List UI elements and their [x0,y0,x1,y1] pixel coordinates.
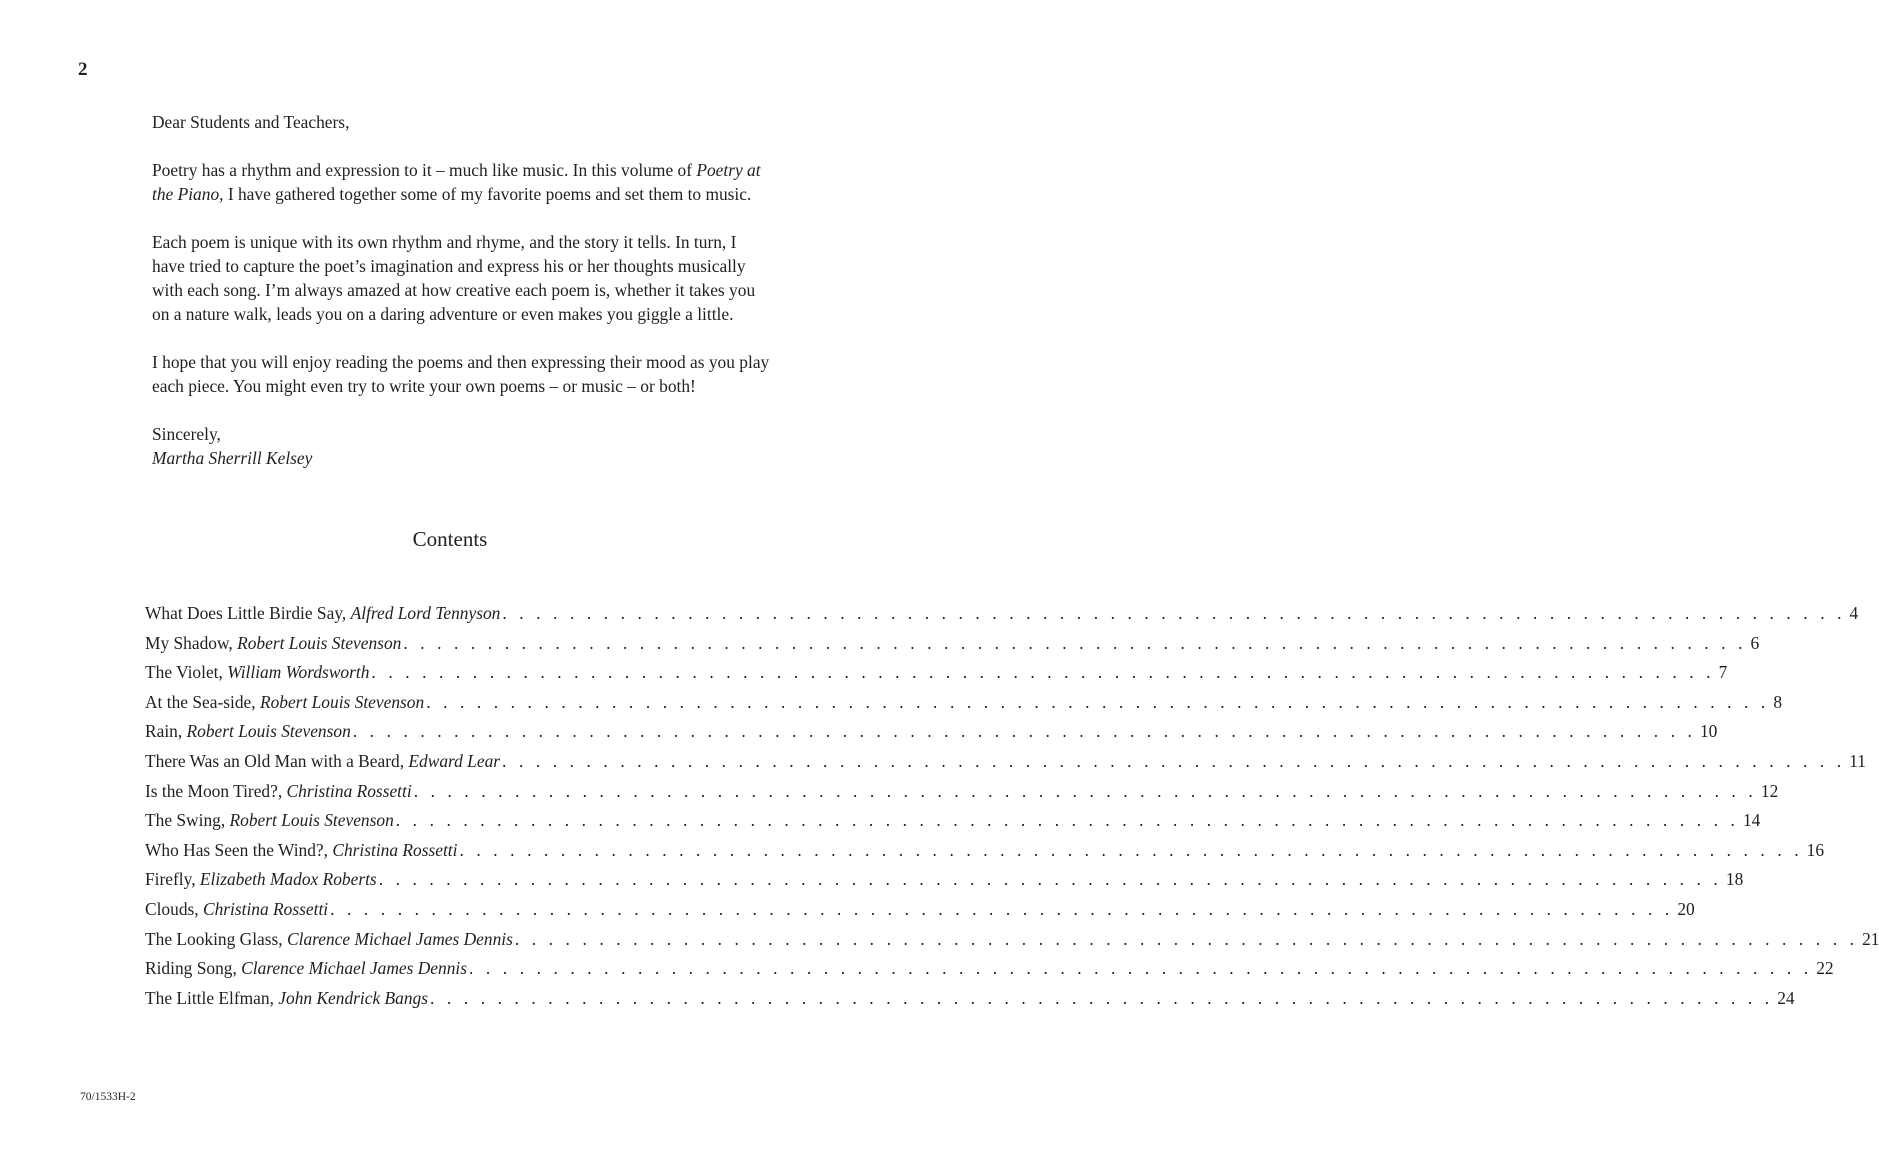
poem-page-number: 4 [1849,603,1859,623]
contents-heading: Contents [412,527,488,551]
poem-title: What Does Little Birdie Say, [145,603,351,623]
dot-leader: . . . . . . . . . . . . . . . . . . . . . . . . . . . . . . . . . . . . . . . . . . . . . . . . . . . . . . . . . . . . . . . . . . . . . . . . . . . . . . . . [430,987,1774,1008]
contents-entry-text [145,600,502,626]
dot-leader: . . . . . . . . . . . . . . . . . . . . . . . . . . . . . . . . . . . . . . . . . . . . . . . . . . . . . . . . . . . . . . . . . . . . . . . . . . . . . . . . [403,632,1747,653]
poem-page-number: 6 [1750,632,1760,653]
contents-entry-text [145,659,371,685]
poem-author: Christina Rossetti [202,898,329,919]
poem-page-number: 22 [1816,958,1834,979]
poem-author: Edward Lear [408,750,501,771]
dot-leader: . . . . . . . . . . . . . . . . . . . . . . . . . . . . . . . . . . . . . . . . . . . . . . . . . . . . . . . . . . . . . . . . . . . . . . . . . . . . . . . . [371,662,1715,683]
poem-author: Alfred Lord Tennyson [350,603,501,623]
contents-entry [145,600,1859,630]
poem-author: Elizabeth Madox Roberts [199,869,377,890]
contents-entry-text [145,896,330,922]
dot-leader: . . . . . . . . . . . . . . . . . . . . . . . . . . . . . . . . . . . . . . . . . . . . . . . . . . . . . . . . . . . . . . . . . . . . . . . . . . . . . . . . [395,810,1739,831]
poem-author: Clarence Michael James Dennis [287,928,513,949]
contents-entry-text [145,689,426,715]
poem-page-number: 24 [1777,987,1795,1008]
poem-author: Christina Rossetti [332,839,458,860]
poem-page-number: 14 [1742,810,1761,831]
letter-closing: Sincerely, [152,424,221,444]
poem-title: My Shadow, [145,632,238,653]
poem-author: Christina Rossetti [286,780,412,801]
poem-page-number: 12 [1760,780,1779,801]
poem-title: The Swing, [145,810,230,831]
contents-entry [145,718,1718,748]
letter-p1-end: I have gathered together some of my favorite poems and set them to music. [223,184,752,204]
contents-entry-text [145,955,469,981]
poem-author: John Kendrick Bangs [278,987,429,1008]
letter [152,110,772,470]
contents-entry [145,659,1728,689]
contents-entry-text [145,926,515,952]
contents-entry [145,837,1825,867]
contents-entry-text [145,778,414,804]
poem-author: Robert Louis Stevenson [186,721,351,742]
contents-entry-text [145,985,430,1011]
letter-paragraph-1 [152,158,772,206]
catalog-code: 70/1533H-2 [80,1091,136,1103]
dot-leader: . . . . . . . . . . . . . . . . . . . . . . . . . . . . . . . . . . . . . . . . . . . . . . . . . . . . . . . . . . . . . . . . . . . . . . . . . . . . . . . . [502,750,1846,771]
dot-leader: . . . . . . . . . . . . . . . . . . . . . . . . . . . . . . . . . . . . . . . . . . . . . . . . . . . . . . . . . . . . . . . . . . . . . . . . . . . . . . . . [352,721,1696,742]
dot-leader: . . . . . . . . . . . . . . . . . . . . . . . . . . . . . . . . . . . . . . . . . . . . . . . . . . . . . . . . . . . . . . . . . . . . . . . . . . . . . . . . [378,869,1722,890]
poem-page-number: 16 [1806,839,1825,860]
contents-entry [145,866,1744,896]
contents-entry [145,955,1834,985]
signature-name: Martha Sherrill Kelsey [152,448,313,468]
dot-leader: . . . . . . . . . . . . . . . . . . . . . . . . . . . . . . . . . . . . . . . . . . . . . . . . . . . . . . . . . . . . . . . . . . . . . . . . . . . . . . . . [413,780,1757,801]
dot-leader: . . . . . . . . . . . . . . . . . . . . . . . . . . . . . . . . . . . . . . . . . . . . . . . . . . . . . . . . . . . . . . . . . . . . . . . . . . . . . . . . [502,603,1846,623]
poem-title: The Little Elfman, [145,987,279,1008]
letter-signature [152,446,772,470]
contents-list [145,600,1879,1014]
contents-entry [145,689,1783,719]
contents-entry [145,630,1760,660]
dot-leader: . . . . . . . . . . . . . . . . . . . . . . . . . . . . . . . . . . . . . . . . . . . . . . . . . . . . . . . . . . . . . . . . . . . . . . . . . . . . . . . . [330,898,1674,919]
poem-title: Riding Song, [145,958,242,979]
book-title: Poetry at the Piano, [152,160,761,204]
contents-entry-text [145,748,502,774]
dot-leader: . . . . . . . . . . . . . . . . . . . . . . . . . . . . . . . . . . . . . . . . . . . . . . . . . . . . . . . . . . . . . . . . . . . . . . . . . . . . . . . . [426,691,1770,712]
poem-author: Robert Louis Stevenson [237,632,402,653]
poem-page-number: 20 [1677,898,1695,919]
poem-author: Clarence Michael James Dennis [241,958,468,979]
poem-page-number: 7 [1718,662,1728,683]
contents-entry-text [145,807,396,833]
poem-title: The Violet, [145,662,228,683]
contents-entry [145,778,1779,808]
poem-title: Who Has Seen the Wind?, [145,839,333,860]
contents-entry-text [145,837,459,863]
poem-title: Firefly, [145,869,200,890]
poem-page-number: 11 [1849,750,1866,771]
poem-page-number: 10 [1699,721,1718,742]
contents-entry [145,748,1866,778]
contents-entry-text [145,718,353,744]
poem-page-number: 8 [1773,691,1783,712]
contents-entry [145,926,1879,956]
poem-title: Rain, [145,721,187,742]
poem-page-number: 21 [1862,928,1879,949]
poem-title: At the Sea-side, [145,691,260,712]
poem-title: The Looking Glass, [145,928,288,949]
contents-entry [145,896,1695,926]
letter-paragraph-2: Each poem is unique with its own rhythm and rhyme, and the story it tells. In turn, I have tried to capture the poet’s imagination and express his or her thoughts musically with each song. I’m always amazed at how creative each poem is, whether it takes you on a nature walk, leads you on a daring adventure or even makes you giggle a little. [152,232,756,324]
poem-title: Is the Moon Tired?, [145,780,287,801]
contents-entry [145,807,1761,837]
contents-entry-text [145,866,379,892]
poem-author: Robert Louis Stevenson [259,691,425,712]
dot-leader: . . . . . . . . . . . . . . . . . . . . . . . . . . . . . . . . . . . . . . . . . . . . . . . . . . . . . . . . . . . . . . . . . . . . . . . . . . . . . . . . [514,928,1859,949]
letter-p1-start: Poetry has a rhythm and expression to it – much like music. In this volume of [152,160,697,180]
letter-greeting: Dear Students and Teachers, [152,112,350,132]
poem-title: There Was an Old Man with a Beard, [145,750,409,771]
poem-page-number: 18 [1725,869,1744,890]
contents-entry [145,985,1795,1015]
poem-title: Clouds, [145,898,203,919]
poem-author: William Wordsworth [227,662,370,683]
contents-entry-text [145,630,403,656]
poem-author: Robert Louis Stevenson [229,810,394,831]
dot-leader: . . . . . . . . . . . . . . . . . . . . . . . . . . . . . . . . . . . . . . . . . . . . . . . . . . . . . . . . . . . . . . . . . . . . . . . . . . . . . . . . [469,958,1813,979]
page-number: 2 [78,59,88,80]
letter-paragraph-3: I hope that you will enjoy reading the poems and then expressing their mood as you play each piece. You might even try to write your own poems – or music – or both! [152,352,770,396]
dot-leader: . . . . . . . . . . . . . . . . . . . . . . . . . . . . . . . . . . . . . . . . . . . . . . . . . . . . . . . . . . . . . . . . . . . . . . . . . . . . . . . . [459,839,1803,860]
